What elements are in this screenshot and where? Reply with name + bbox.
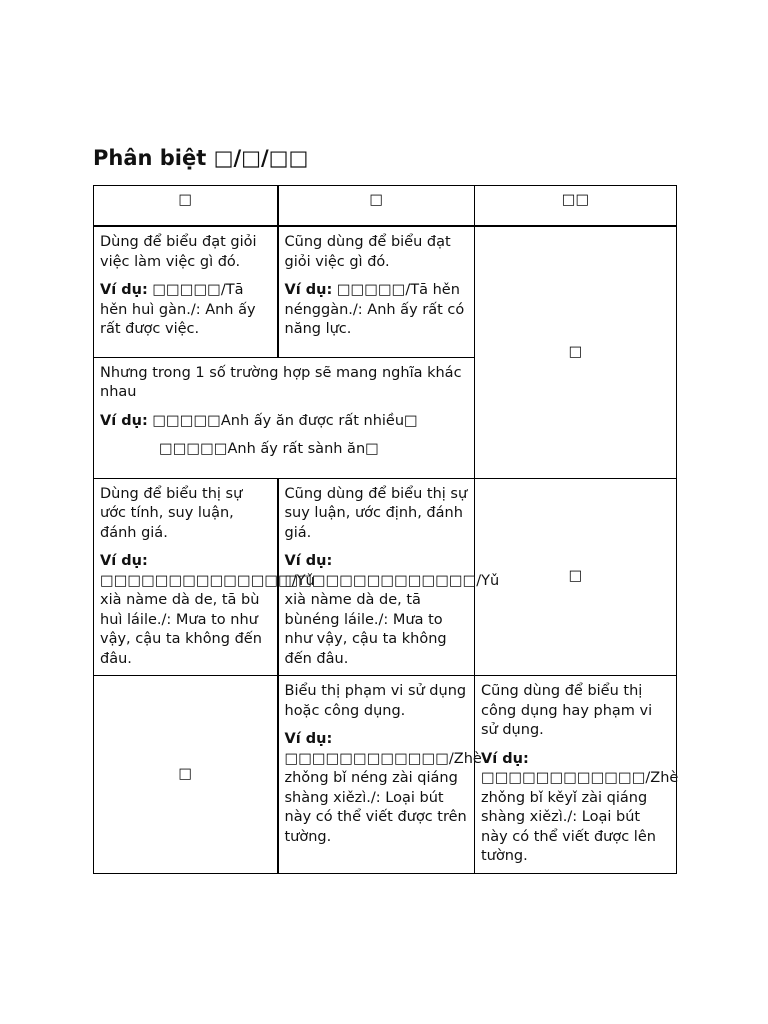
example-text: □□□□□□□□□□□□□□/Yǔ xià nàme dà de, tā bùnéng láile./: Mưa to như vậy, cậu ta không đến đâu. [284, 572, 500, 667]
header-cell-3: □□ [475, 186, 677, 227]
example-text: □□□□□/Tā hěn nénggàn./: Anh ấy rất có năng lực. [284, 282, 465, 337]
example-label: Ví dụ: [481, 750, 529, 767]
row2-text: Nhưng trong 1 số trường hợp sẽ mang nghĩa khác nhau [100, 364, 462, 400]
row1-col2-text: Cũng dùng để biểu đạt giỏi việc gì đó. [284, 234, 451, 270]
row4-col3-cell [475, 676, 677, 874]
example-text: □□□□□□□□□□□□/Zhè zhǒng bǐ kěyǐ zài qiáng shàng xiězì./: Loại bút này có thể viết được lên tường. [481, 770, 679, 864]
example-text: □□□□□/Tā hěn huì gàn./: Anh ấy rất được việc. [100, 282, 256, 337]
row4-col2-cell [278, 676, 482, 874]
row1-col3-cell: □ [475, 226, 677, 478]
row3-col2-text: Cũng dùng để biểu thị sự suy luận, ước định, đánh giá. [284, 485, 468, 541]
row3-col2-example [284, 552, 500, 669]
row3-col1-cell [94, 478, 315, 676]
example-text: □□□□□□□□□□□□□□/Yǔ xià nàme dà de, tā bù huì láile./: Mưa to như vậy, cậu ta không đến đâu. [100, 572, 315, 667]
row4-col2-text: Biểu thị phạm vi sử dụng hoặc công dụng. [284, 683, 467, 719]
example-label: Ví dụ: [284, 553, 333, 569]
row2-example-1 [100, 412, 468, 432]
table-header-row [94, 186, 677, 227]
example-label: Ví dụ: [284, 282, 333, 298]
page-title: Phân biệt □/□/□□ [93, 146, 309, 170]
example-label: Ví dụ: [284, 731, 333, 747]
row1-col2-example [285, 281, 469, 340]
table-row [94, 676, 677, 874]
header-cell-2: □ [278, 186, 475, 227]
comparison-table [93, 185, 677, 874]
table-row [94, 478, 677, 676]
row1-col1-example [100, 281, 271, 340]
example-label: Ví dụ: [100, 553, 148, 569]
row1-col2-cell [278, 226, 475, 357]
row3-col1-example [100, 552, 315, 669]
row1-col1-text: Dùng để biểu đạt giỏi việc làm việc gì đó. [100, 234, 257, 270]
row1-col1-cell [94, 226, 278, 357]
row2-merged-cell [94, 357, 475, 478]
row3-col1-text: Dùng để biểu thị sự ước tính, suy luận, đánh giá. [100, 485, 243, 541]
example-text: □□□□□□□□□□□□/Zhè zhǒng bǐ néng zài qiáng shàng xiězì./: Loại bút này có thể viết được trên tường. [284, 750, 482, 845]
example-label: Ví dụ: [100, 412, 148, 429]
row4-col2-example [284, 730, 482, 847]
row3-col3-cell: □ [475, 478, 677, 676]
table-row [94, 226, 677, 357]
row4-col1-cell: □ [94, 676, 278, 874]
row2-example-2: □□□□□Anh ấy rất sành ăn□ [159, 441, 379, 457]
example-text: □□□□□Anh ấy ăn được rất nhiều□ [147, 412, 418, 429]
row3-col2-cell [278, 478, 500, 676]
row4-col3-example [481, 750, 679, 867]
example-label: Ví dụ: [100, 282, 148, 298]
row4-col3-text: Cũng dùng để biểu thị công dụng hay phạm vi sử dụng. [481, 683, 653, 738]
header-cell-1: □ [94, 186, 278, 227]
